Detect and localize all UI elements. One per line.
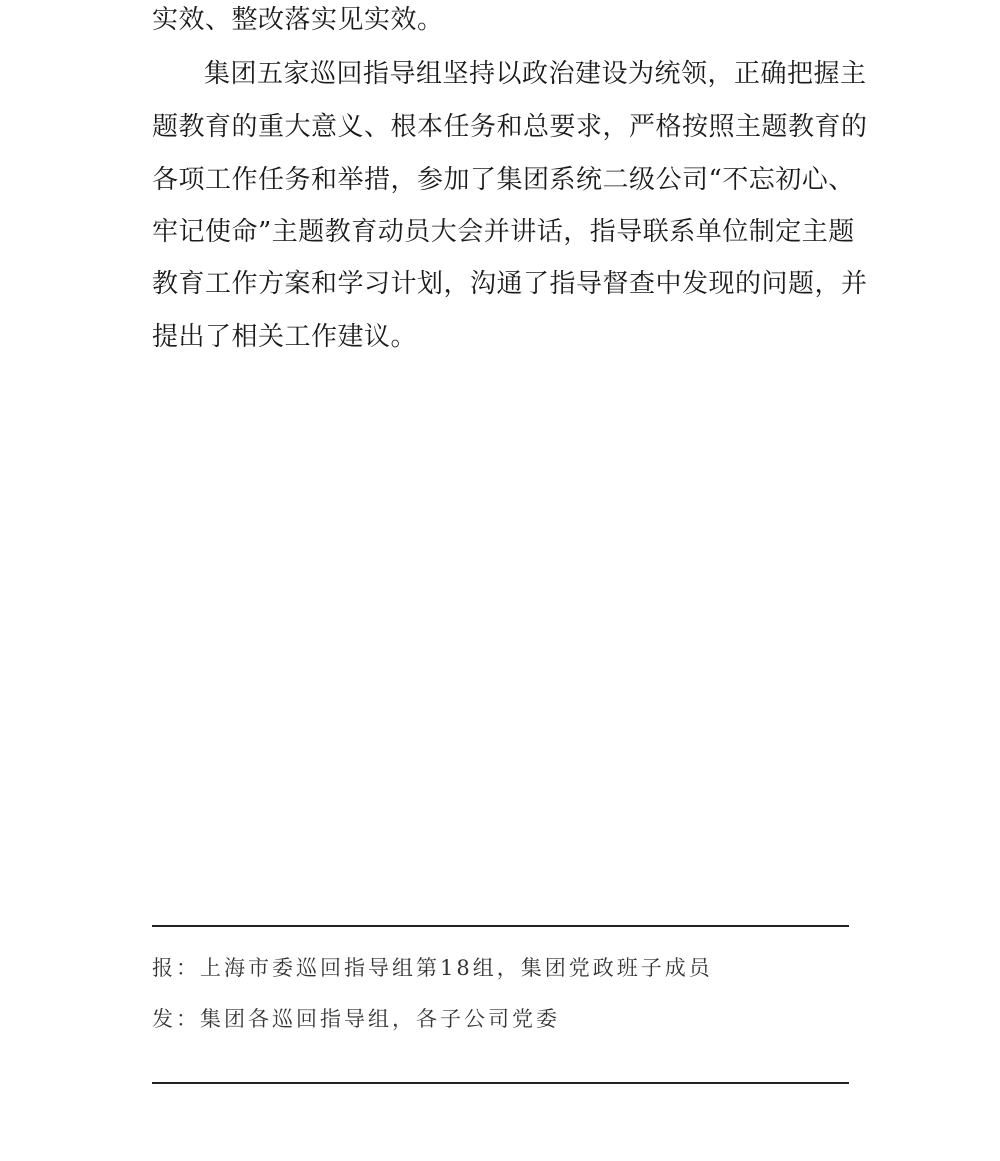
paragraph-line-4: 各项工作任务和举措，参加了集团系统二级公司“不忘初心、 [152,165,855,195]
paragraph-line-1: 实效、整改落实见实效。 [152,5,444,35]
footer-bottom-rule [152,1082,849,1084]
paragraph-line-6: 教育工作方案和学习计划，沟通了指导督查中发现的问题，并 [152,269,868,299]
paragraph-line-5: 牢记使命”主题教育动员大会并讲话，指导联系单位制定主题 [152,217,855,247]
footer-distribute-line: 发：集团各巡回指导组，各子公司党委 [152,1007,560,1031]
footer-top-rule [152,925,849,927]
paragraph-line-3: 题教育的重大意义、根本任务和总要求，严格按照主题教育的 [152,112,868,142]
footer-report-line: 报：上海市委巡回指导组第18组，集团党政班子成员 [152,956,713,980]
paragraph-line-7: 提出了相关工作建议。 [152,322,418,352]
paragraph-line-2: 集团五家巡回指导组坚持以政治建设为统领，正确把握主 [204,59,867,89]
